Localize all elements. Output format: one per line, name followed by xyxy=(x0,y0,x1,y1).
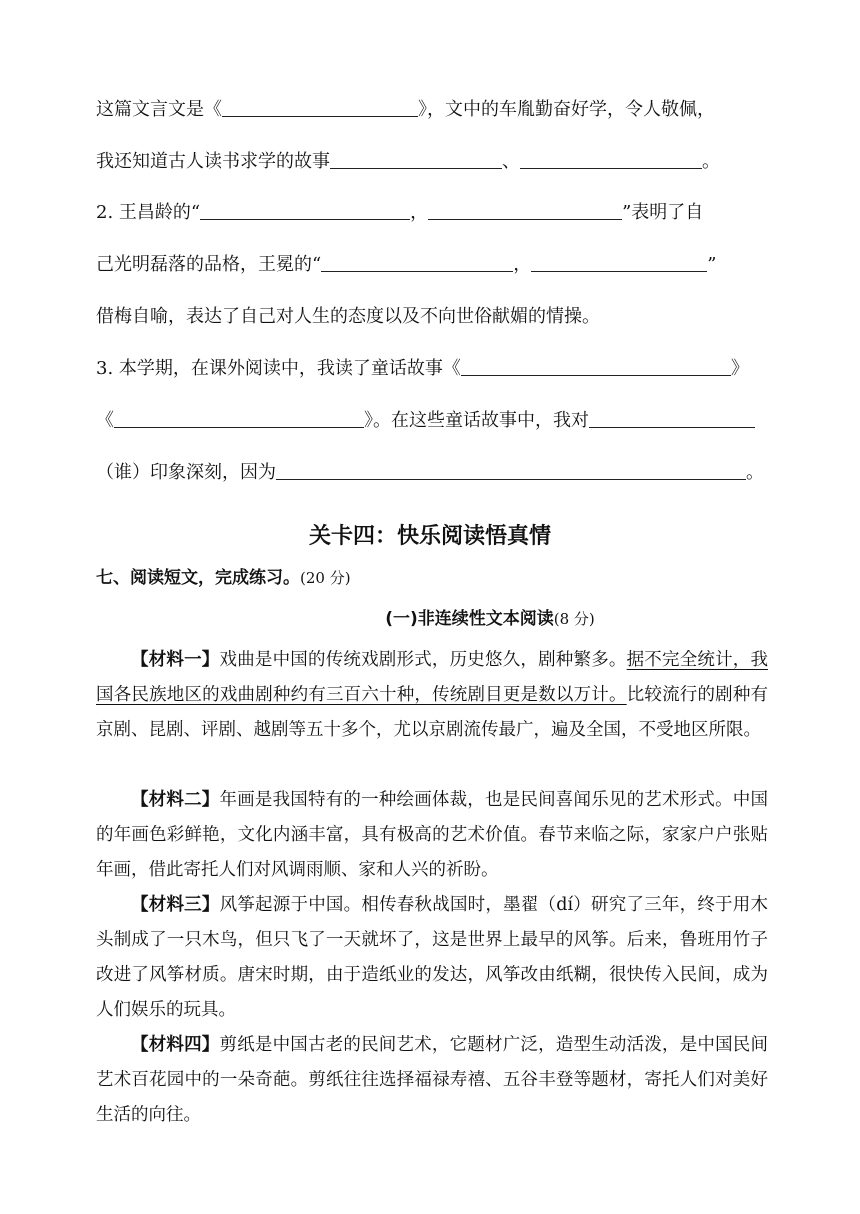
answer-blank[interactable] xyxy=(428,201,622,220)
answer-blank[interactable] xyxy=(321,253,513,272)
subsection-title xyxy=(0,607,860,631)
fill-line-6 xyxy=(96,357,768,381)
line-text: 》 xyxy=(730,358,749,379)
material-paragraph-1 xyxy=(96,643,768,748)
line-text: ， xyxy=(410,202,429,223)
answer-blank[interactable] xyxy=(330,150,502,169)
answer-blank[interactable] xyxy=(531,253,707,272)
fill-line-1 xyxy=(96,98,768,122)
fill-line-7 xyxy=(96,409,768,433)
subsection-score: (8 分) xyxy=(553,610,595,628)
fill-line-3 xyxy=(96,201,768,225)
fill-line-5 xyxy=(96,305,768,329)
line-text: 《 xyxy=(96,410,114,431)
line-text: 。 xyxy=(702,151,720,172)
material-text: 剪纸是中国古老的民间艺术，它题材广泛，造型生动活泼，是中国民间艺术百花园中的一朵奇葩。剪纸往往选择福禄寿禧、五谷丰登等题材，寄托人们对美好生活的向往。 xyxy=(96,1035,768,1125)
section-title: 关卡四：快乐阅读悟真情 xyxy=(308,524,551,549)
material-text: 风筝起源于中国。相传春秋战国时，墨翟（dí）研究了三年，终于用木头制成了一只木鸟，但只飞了一天就坏了，这是世界上最早的风筝。后来，鲁班用竹子改进了风筝材质。唐宋时期，由于造纸业的发达，风筝改由纸糊，很快传入民间，成为人们娱乐的玩具。 xyxy=(96,895,768,1020)
line-text: 》，文中的车胤勤奋好学，令人敬佩， xyxy=(418,99,715,120)
answer-blank[interactable] xyxy=(589,409,755,428)
material-paragraph-2 xyxy=(96,783,768,888)
line-text: （谁）印象深刻，因为 xyxy=(96,462,276,483)
line-text: ， xyxy=(513,254,532,275)
material-tag: 【材料三】 xyxy=(131,895,220,915)
material-tag: 【材料二】 xyxy=(131,790,220,810)
material-tag: 【材料一】 xyxy=(131,650,220,670)
answer-blank[interactable] xyxy=(200,201,410,220)
answer-blank[interactable] xyxy=(461,357,731,376)
line-text: 、 xyxy=(502,151,520,172)
line-text: 这篇文言文是《 xyxy=(96,99,222,120)
fill-line-2 xyxy=(96,150,768,174)
material-text: 比较流行的剧种有京剧、昆剧、评剧、越剧等五十多个，尤以京剧流传最广，遍及全国，不受地区所限。 xyxy=(96,685,769,740)
material-text: 戏曲是中国的传统戏剧形式，历史悠久，剧种繁多。 xyxy=(219,650,627,670)
underlined-sentence: 据不完全统计，我国各民族地区的戏曲剧种约有三百六十种，传统剧目更是数以万计。 xyxy=(96,650,769,705)
material-paragraph-4 xyxy=(96,1028,768,1133)
answer-blank[interactable] xyxy=(222,98,418,117)
line-text: 3. 本学期，在课外阅读中，我读了童话故事《 xyxy=(96,358,461,379)
material-tag: 【材料四】 xyxy=(131,1035,220,1055)
line-text: 我还知道古人读书求学的故事 xyxy=(96,151,330,172)
line-text: 。 xyxy=(746,462,764,483)
fill-line-4 xyxy=(96,253,768,277)
line-text: 借梅自喻，表达了自己对人生的态度以及不向世俗献媚的情操。 xyxy=(96,306,600,327)
answer-blank[interactable] xyxy=(276,461,746,480)
line-text: 2. 王昌龄的“ xyxy=(96,202,201,223)
subsection-title-text: (一)非连续性文本阅读 xyxy=(385,609,554,629)
question-title xyxy=(96,566,351,590)
question-title-text: 七、阅读短文，完成练习。 xyxy=(96,568,300,588)
line-text: 》。在这些童话故事中，我对 xyxy=(364,410,589,431)
line-text: 己光明磊落的品格，王冕的“ xyxy=(96,254,322,275)
answer-blank[interactable] xyxy=(114,409,364,428)
line-text: ” xyxy=(707,254,717,275)
question-score: (20 分) xyxy=(300,569,351,587)
material-text: 年画是我国特有的一种绘画体裁，也是民间喜闻乐见的艺术形式。中国的年画色彩鲜艳，文化内涵丰富，具有极高的艺术价值。春节来临之际，家家户户张贴年画，借此寄托人们对风调雨顺、家和人兴的祈盼。 xyxy=(96,790,768,880)
fill-line-8 xyxy=(96,461,768,485)
answer-blank[interactable] xyxy=(520,150,702,169)
material-paragraph-3 xyxy=(96,888,768,1028)
line-text: ”表明了自 xyxy=(622,202,704,223)
